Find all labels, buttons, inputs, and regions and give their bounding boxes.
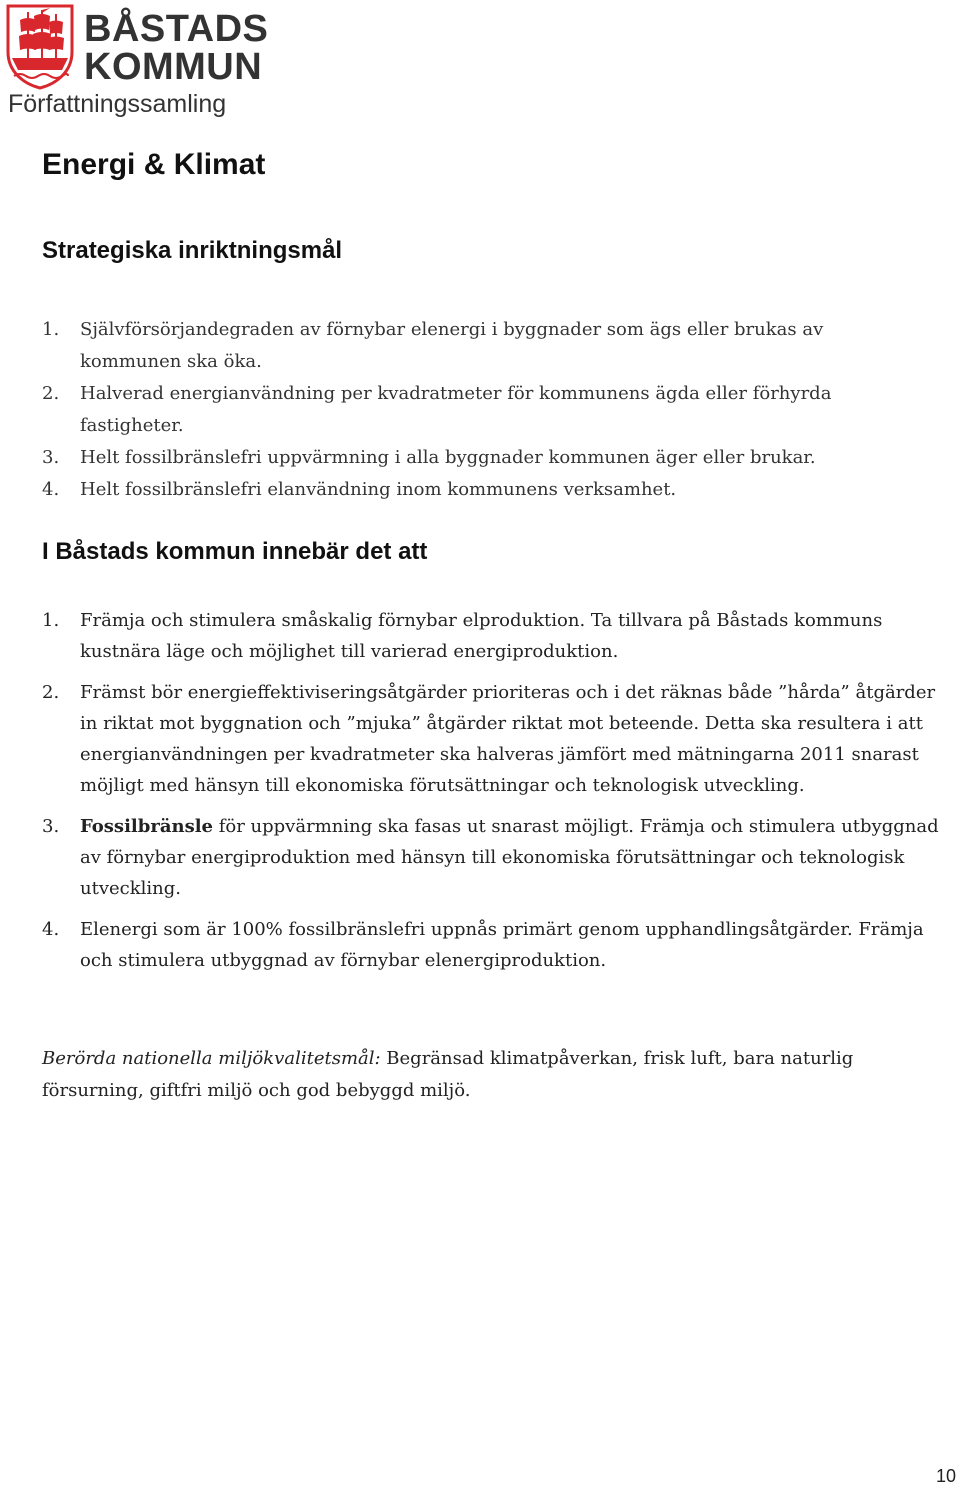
list-item-text: Främja och stimulera småskalig förnybar elproduktion. Ta tillvara på Båstads kommuns kustnära läge och möjlighet till varierad energiproduktion. [80, 610, 883, 662]
list-item-number: 3. [42, 816, 60, 837]
note-label: Berörda nationella miljökvalitetsmål: [42, 1048, 381, 1069]
page-number: 10 [935, 1466, 956, 1486]
list-item-number: 2. [42, 682, 60, 703]
section-heading-implications: I Båstads kommun innebär det att [42, 538, 428, 565]
ship-emblem-icon [4, 2, 76, 90]
list-item-number: 1. [42, 319, 60, 340]
list-item-text: Självförsörjandegraden av förnybar elenergi i byggnader som ägs eller brukas av kommunen ska öka. [80, 319, 824, 372]
national-goals-note [42, 1043, 922, 1107]
section-heading-strategic-goals: Strategiska inriktningsmål [42, 237, 343, 264]
list-item-number: 4. [42, 919, 60, 940]
list-item-number: 1. [42, 610, 60, 631]
document-title: Energi & Klimat [42, 148, 266, 181]
list-item-number: 2. [42, 383, 60, 404]
list-item [42, 314, 922, 378]
list-item-number: 3. [42, 447, 60, 468]
list-item-text: Helt fossilbränslefri uppvärmning i alla byggnader kommunen äger eller brukar. [80, 447, 816, 468]
municipality-logo [4, 2, 304, 122]
note-text: Begränsad klimatpåverkan, frisk luft, bara naturlig försurning, giftfri miljö och god bebyggd miljö. [42, 1048, 854, 1101]
list-item-text: Främst bör energieffektiviseringsåtgärder prioriteras och i det räknas både ”hårda” åtgärder in riktat mot byggnation och ”mjuka” åtgärder riktat mot beteende. Detta ska resultera i att energianvändningen per kvadratmeter ska halveras jämfört med mätningarna 2011 snarast möjligt med hänsyn till ekonomiska förutsättningar och teknologisk utveckling. [80, 682, 936, 796]
implications-list [42, 605, 942, 986]
list-item-bold-term: Fossilbränsle [80, 816, 213, 837]
list-item [42, 605, 942, 667]
list-item [42, 378, 922, 442]
list-item [42, 474, 922, 506]
list-item-text: Halverad energianvändning per kvadratmeter för kommunens ägda eller förhyrda fastigheter. [80, 383, 832, 436]
list-item [42, 811, 942, 904]
list-item [42, 677, 942, 801]
list-item-text: Elenergi som är 100% fossilbränslefri uppnås primärt genom upphandlingsåtgärder. Främja och stimulera utbyggnad av förnybar elenergiproduktion. [80, 919, 924, 971]
list-item-number: 4. [42, 479, 60, 500]
list-item [42, 442, 922, 474]
list-item-text: Helt fossilbränslefri elanvändning inom kommunens verksamhet. [80, 479, 677, 500]
list-item [42, 914, 942, 976]
logo-wordmark-line1: BÅSTADS [84, 8, 269, 50]
logo-subtitle: Författningssamling [8, 90, 227, 118]
list-item-text: för uppvärmning ska fasas ut snarast möjligt. Främja och stimulera utbyggnad av förnybar energiproduktion med hänsyn till ekonomiska förutsättningar och teknologisk utveckling. [80, 816, 939, 899]
strategic-goals-list [42, 314, 922, 506]
logo-wordmark-line2: KOMMUN [84, 46, 263, 88]
